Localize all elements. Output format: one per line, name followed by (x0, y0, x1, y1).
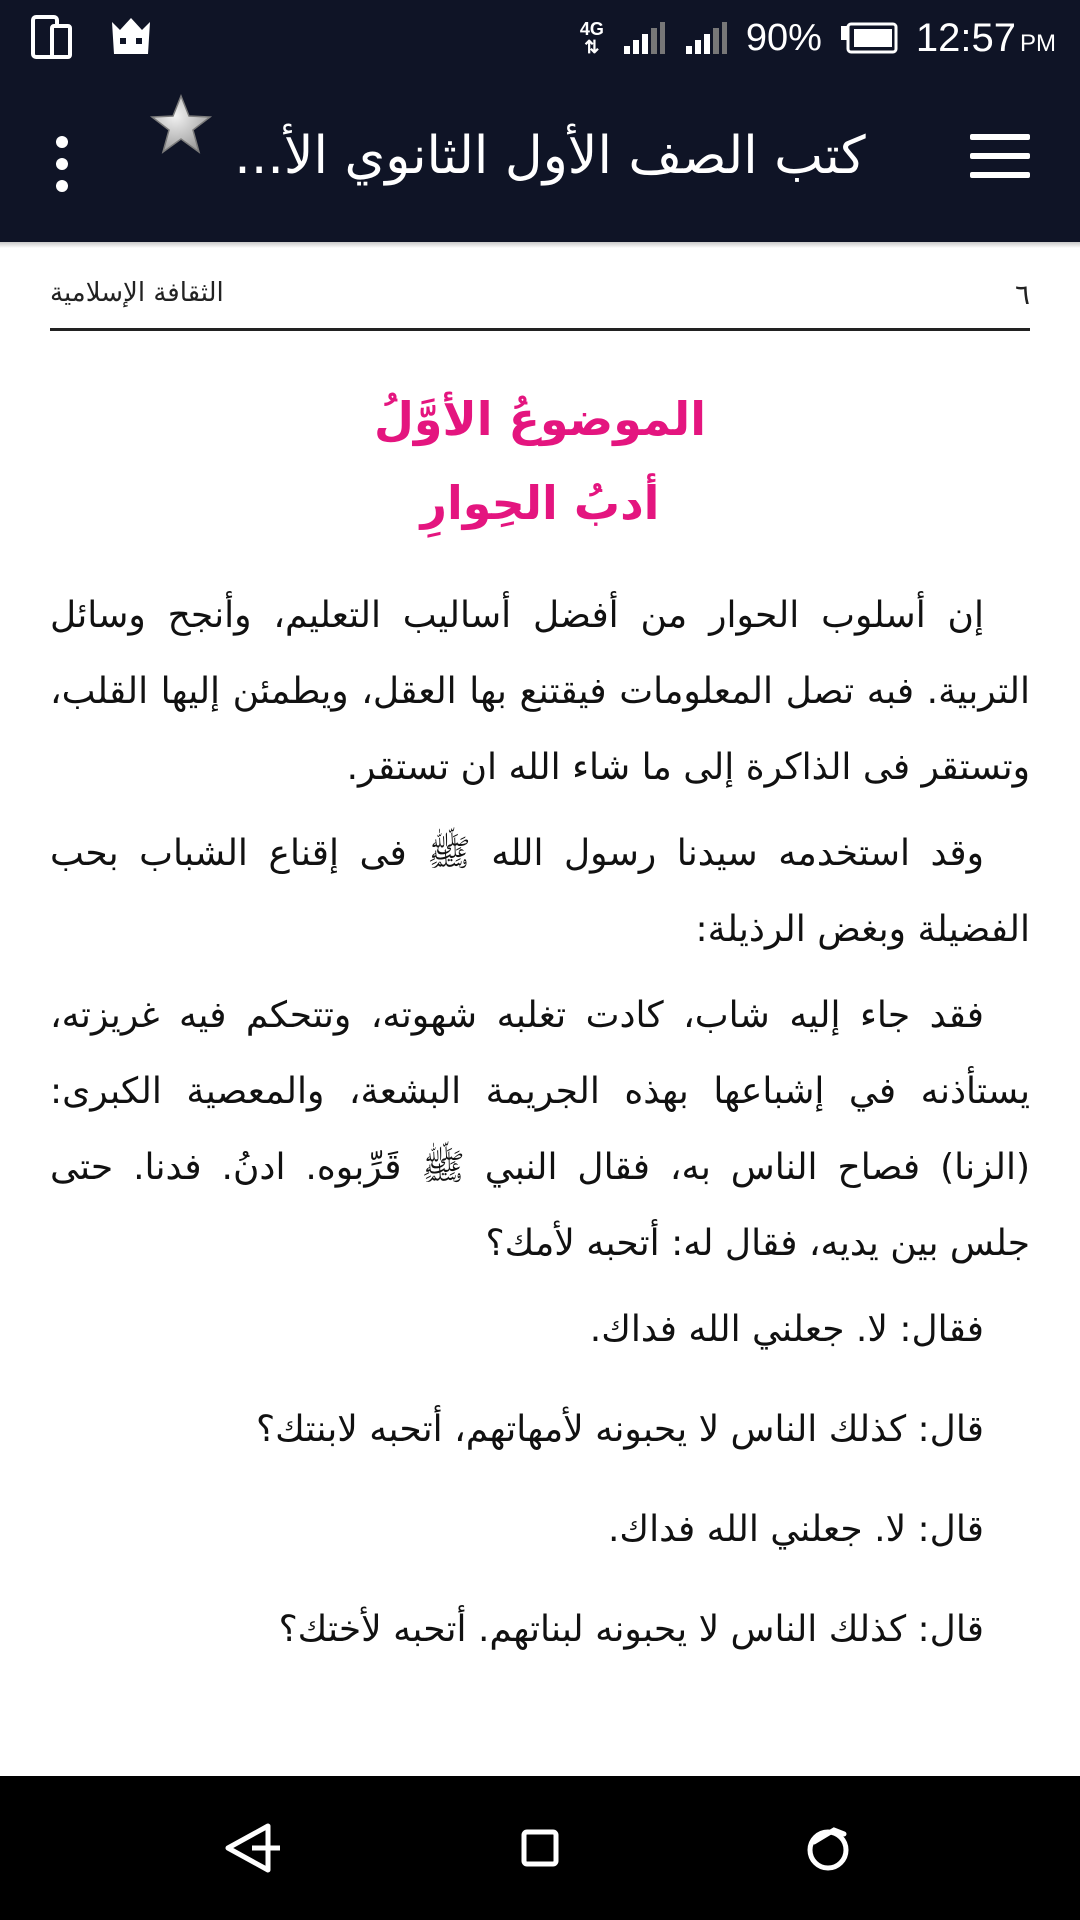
back-icon[interactable] (216, 1812, 288, 1884)
star-icon[interactable] (148, 92, 214, 158)
phone-tablet-icon (30, 14, 74, 60)
lesson-title-heading: أدبُ الحِوارِ (420, 476, 660, 530)
battery-icon (840, 22, 898, 54)
battery-percent: 90% (745, 16, 822, 59)
page-header (50, 272, 1030, 331)
home-icon[interactable] (504, 1812, 576, 1884)
system-nav-bar (0, 1776, 1080, 1920)
dialog-line: قال: كذلك الناس لا يحبونه لبناتهم. أتحبه لأختك؟ (278, 1609, 984, 1650)
network-4g-icon: 4G ⇅ (579, 19, 604, 57)
menu-icon[interactable] (970, 134, 1030, 184)
lesson-number-heading: الموضوعُ الأوَّلُ (374, 392, 706, 446)
toolbar-title: كتب الصف الأول الثانوي الأ... (234, 126, 866, 186)
toolbar-shadow (0, 242, 1080, 248)
book-subject-title: الثقافة الإسلامية (50, 278, 224, 308)
more-vert-icon[interactable] (56, 136, 70, 192)
signal-2-icon (684, 20, 728, 56)
clock: 12:57 PM (915, 15, 1056, 60)
paragraph: فقد جاء إليه شاب، كادت تغلبه شهوته، وتتحكم فيه غريزته، يستأذنه في إشباعها بهذه الجريمة البشعة، والمعصية الكبرى: (الزنا) فصاح الناس به، فقال النبي ﷺ قَرِّبوه. ادنُ. فدنا. حتى جلس بين يديه، فقال له: أتحبه لأمك؟ (50, 995, 1030, 1264)
crown-icon (106, 14, 156, 60)
signal-1-icon (622, 20, 666, 56)
lesson-body (50, 578, 1030, 1692)
recents-icon[interactable] (792, 1812, 864, 1884)
dialog-line: قال: كذلك الناس لا يحبونه لأمهاتهم، أتحبه لابنتك؟ (256, 1409, 984, 1450)
status-bar (0, 0, 1080, 76)
app-toolbar (0, 76, 1080, 242)
status-right-icons (580, 8, 1056, 68)
paragraph: وقد استخدمه سيدنا رسول الله ﷺ فى إقناع الشباب بحب الفضيلة وبغض الرذيلة: (50, 833, 1030, 950)
page-number: ٦ (1014, 278, 1030, 311)
paragraph: إن أسلوب الحوار من أفضل أساليب التعليم، وأنجح وسائل التربية. فبه تصل المعلومات فيقتنع بها العقل، ويطمئن إليها القلب، وتستقر فى الذاكرة إلى ما شاء الله ان تستقر. (50, 595, 1030, 788)
status-left-icons (30, 14, 156, 60)
dialog-line: فقال: لا. جعلني الله فداك. (589, 1309, 984, 1350)
dialog-line: قال: لا. جعلني الله فداك. (607, 1509, 984, 1550)
